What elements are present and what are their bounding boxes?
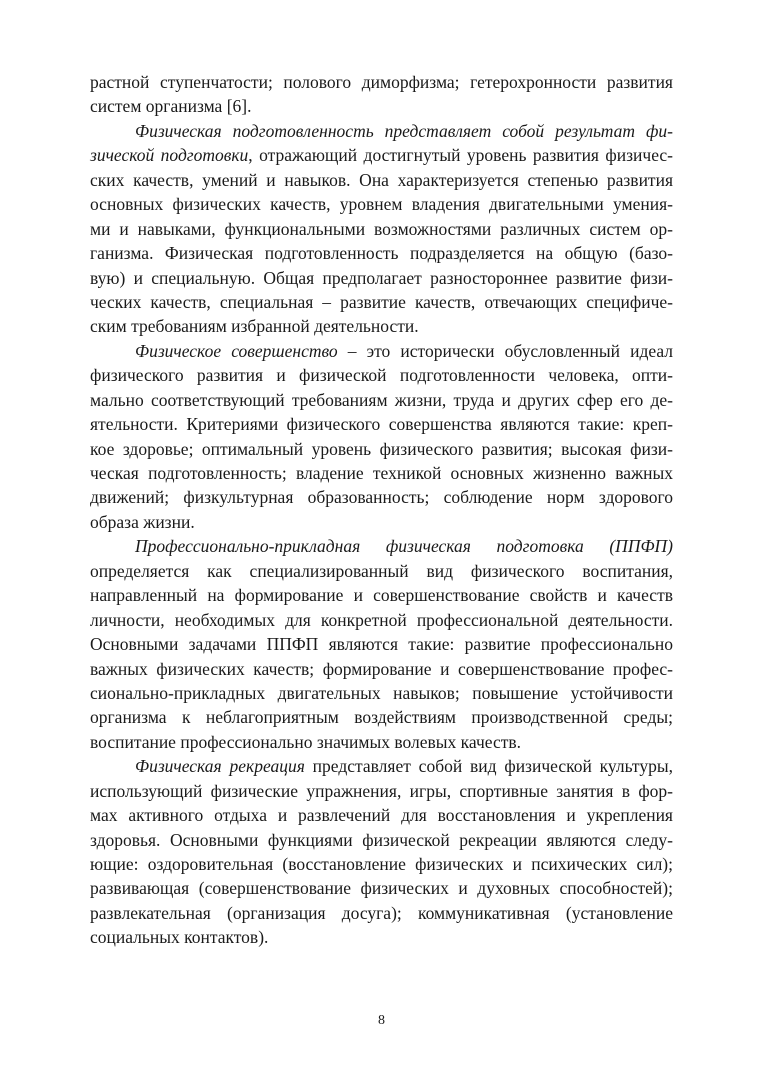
text-line: мах активного отдыха и развлечений для восстановления и укрепления — [90, 805, 673, 826]
text-line — [90, 119, 673, 143]
term-italic: зической подготовки — [90, 145, 249, 166]
text-line: ским требованиям избранной деятельности. — [90, 316, 419, 337]
text-line: ческая подготовленность; владение техникой основных жизненно важных — [90, 463, 673, 483]
text-line: здоровья. Основными функциями физической рекреации являются следу- — [90, 829, 673, 850]
text-line: воспитание профессионально значимых волевых качеств. — [90, 731, 522, 752]
text-line: направленный на формирование и совершенствование свойств и качеств — [90, 585, 673, 606]
text-line: развлекательная (организация досуга); коммуникативная (установление — [90, 902, 673, 923]
text-line: растной ступенчатости; полового диморфизма; гетерохронности развития — [90, 72, 673, 92]
text-line: ми и навыками, функциональными возможностями различных систем ор- — [90, 218, 673, 239]
text-line — [90, 534, 673, 558]
text-line: использующий физические упражнения, игры, спортивные занятия в фор- — [90, 780, 673, 801]
text-line: систем организма [6]. — [90, 96, 252, 117]
text-line: вую) и специальную. Общая предполагает разностороннее развитие физи- — [90, 267, 673, 288]
text-line: личности, необходимых для конкретной профессиональной деятельности. — [90, 609, 673, 630]
text-line: ских качеств, умений и навыков. Она характеризуется степенью развития — [90, 169, 673, 190]
text-line: организма к неблагоприятным воздействиям производственной среды; — [90, 707, 673, 728]
text-line: важных физических качеств; формирование и совершенствование профес- — [90, 658, 673, 679]
text-line: сионально-прикладных двигательных навыков; повышение устойчивости — [90, 682, 673, 703]
term-italic: Физическая рекреация — [135, 756, 305, 777]
body-text — [90, 70, 673, 950]
paragraph-physical-preparedness — [90, 119, 673, 339]
text-fragment: – это исторически обусловленный идеал — [337, 340, 673, 361]
text-line: ятельности. Критериями физического совершенства являются такие: креп- — [90, 414, 673, 435]
text-line: физического развития и физической подготовленности человека, опти- — [90, 365, 673, 386]
text-line: определяется как специализированный вид физического воспитания, — [90, 560, 673, 581]
paragraph-professional-training — [90, 534, 673, 754]
text-fragment: представляет собой вид физической культуры, — [304, 756, 673, 777]
text-line: Основными задачами ППФП являются такие: развитие профессионально — [90, 634, 673, 655]
term-italic: Профессионально-прикладная физическая подготовка (ППФП) — [135, 536, 673, 557]
term-italic: Физическая подготовленность представляет собой результат фи- — [135, 120, 673, 141]
text-line: ганизма. Физическая подготовленность подразделяется на общую (базо- — [90, 243, 673, 264]
text-line — [90, 754, 673, 778]
paragraph-physical-recreation — [90, 754, 673, 950]
text-line: социальных контактов). — [90, 927, 269, 948]
paragraph-physical-perfection — [90, 339, 673, 535]
text-line — [90, 339, 673, 363]
text-fragment: , отражающий достигнутый уровень развития физичес- — [248, 145, 673, 166]
text-line: основных физических качеств, уровнем владения двигательными умения- — [90, 194, 673, 215]
text-line: движений; физкультурная образованность; соблюдение норм здорового — [90, 487, 673, 508]
text-line: ческих качеств, специальная – развитие качеств, отвечающих специфиче- — [90, 291, 673, 312]
text-line — [90, 143, 673, 167]
term-italic: Физическое совершенство — [135, 340, 338, 361]
text-line: мально соответствующий требованиям жизни, труда и других сфер его де- — [90, 389, 673, 410]
text-line: образа жизни. — [90, 511, 195, 532]
text-line: развивающая (совершенствование физических и духовных способностей); — [90, 878, 673, 899]
page-number: 8 — [378, 1013, 385, 1028]
paragraph-continuation — [90, 70, 673, 119]
text-line: ющие: оздоровительная (восстановление физических и психических сил); — [90, 854, 673, 874]
text-line: кое здоровье; оптимальный уровень физического развития; высокая физи- — [90, 438, 673, 459]
